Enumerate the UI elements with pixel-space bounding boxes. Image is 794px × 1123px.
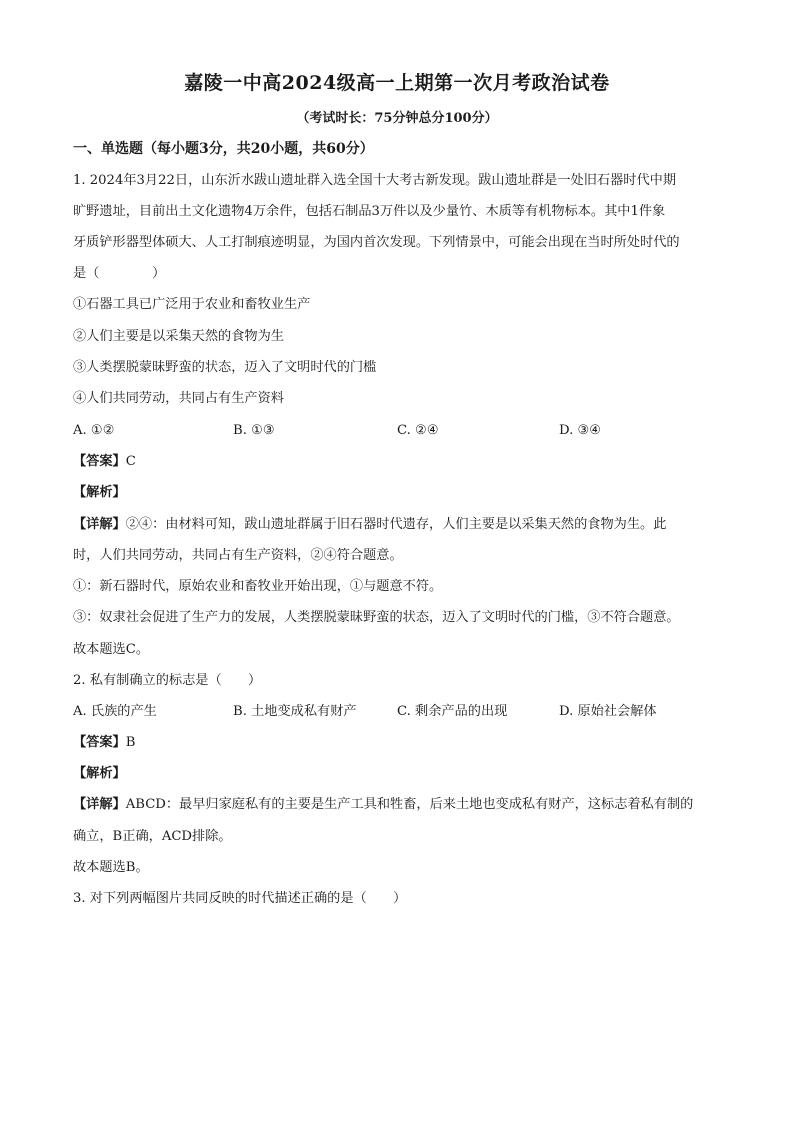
q1-option-d: D. ③④ (559, 423, 602, 438)
q1-analysis-label: 【解析】 (73, 485, 126, 500)
q1-detail-line-3: ①：新石器时代，原始农业和畜牧业开始出现，①与题意不符。 (73, 579, 443, 594)
q2-stem: 2. 私有制确立的标志是（ ） (73, 673, 262, 688)
q2-answer-value: B (125, 735, 136, 750)
q1-detail-label: 【详解】 (73, 517, 126, 532)
q1-item-3: ③人类摆脱蒙昧野蛮的状态，迈入了文明时代的门槛 (73, 360, 377, 375)
section-heading: 一、单选题（每小题3分，共20小题，共60分） (73, 141, 374, 157)
q2-detail-line-2: 确立，B正确，ACD排除。 (73, 829, 232, 844)
q2-detail-line-3: 故本题选B。 (73, 860, 149, 875)
exam-duration-subtitle: （考试时长：75分钟总分100分） (296, 111, 498, 126)
q2-detail-label: 【详解】 (73, 797, 126, 812)
q1-detail-line-4: ③：奴隶社会促进了生产力的发展，人类摆脱蒙昧野蛮的状态，迈入了文明时代的门槛，③不符合题意。 (73, 610, 680, 625)
q2-detail-line-1 (73, 796, 693, 814)
q1-answer-value: C (125, 454, 136, 469)
q1-stem-line-1: 1. 2024年3月22日，山东沂水跋山遗址群入选全国十大考古新发现。跋山遗址群是一处旧石器时代中期 (73, 173, 677, 188)
q1-detail-line-5: 故本题选C。 (73, 642, 150, 657)
q1-item-2: ②人们主要是以采集天然的食物为生 (73, 329, 284, 344)
q2-detail-text-1: ABCD：最早归家庭私有的主要是生产工具和牲畜，后来土地也变成私有财产，这标志着私有制的 (125, 797, 694, 812)
q3-stem: 3. 对下列两幅图片共同反映的时代描述正确的是（ ） (73, 891, 407, 906)
q1-detail-text-1: ②④：由材料可知，跋山遗址群属于旧石器时代遗存，人们主要是以采集天然的食物为生。此 (125, 517, 667, 532)
q2-option-c: C. 剩余产品的出现 (397, 704, 508, 719)
q2-option-d: D. 原始社会解体 (559, 704, 657, 719)
q1-stem-line-2: 旷野遗址，目前出土文化遗物4万余件，包括石制品3万件以及少量竹、木质等有机物标本。其中1件象 (73, 204, 666, 219)
q2-option-b: B. 土地变成私有财产 (233, 704, 357, 719)
q1-option-a: A. ①② (73, 423, 115, 438)
q2-answer (73, 734, 135, 752)
q1-answer-label: 【答案】 (73, 454, 126, 469)
q1-item-4: ④人们共同劳动，共同占有生产资料 (73, 391, 284, 406)
q2-analysis-label: 【解析】 (73, 766, 126, 781)
q2-option-a: A. 氏族的产生 (73, 704, 157, 719)
q1-option-b: B. ①③ (233, 423, 275, 438)
q1-stem-line-3: 牙质铲形器型体硕大、人工打制痕迹明显，为国内首次发现。下列情景中，可能会出现在当时所处时代的 (73, 235, 680, 250)
q1-stem-line-4: 是（ ） (73, 266, 166, 281)
q1-item-1: ①石器工具已广泛用于农业和畜牧业生产 (73, 297, 311, 312)
q1-detail-line-2: 时，人们共同劳动，共同占有生产资料，②④符合题意。 (73, 548, 403, 563)
q1-detail-line-1 (73, 516, 666, 534)
page-title: 嘉陵一中高2024级高一上期第一次月考政治试卷 (184, 72, 610, 94)
q1-answer (73, 453, 136, 471)
q2-answer-label: 【答案】 (73, 735, 126, 750)
q1-option-c: C. ②④ (397, 423, 439, 438)
